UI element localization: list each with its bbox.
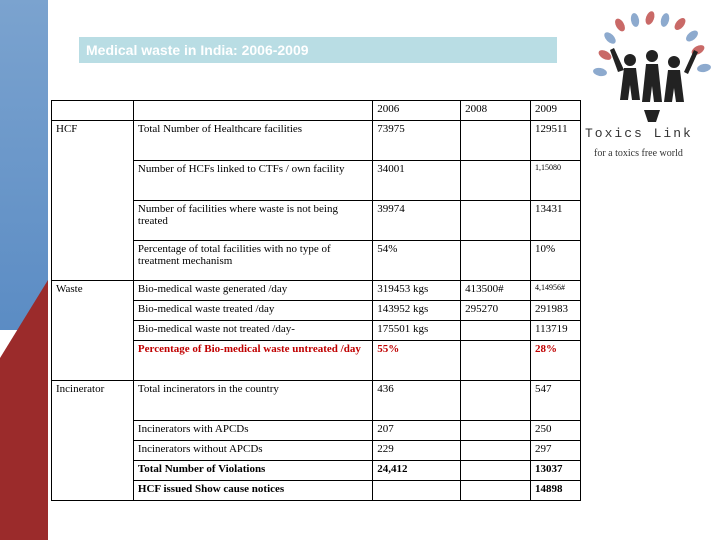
- table-row: [52, 201, 581, 241]
- row-2008: 295270: [461, 301, 531, 321]
- row-category: [52, 301, 134, 321]
- row-category: [52, 161, 134, 201]
- table-row: [52, 421, 581, 441]
- header-year-2009: 2009: [531, 101, 581, 121]
- row-2006: 34001: [373, 161, 461, 201]
- row-2009: 10%: [531, 241, 581, 281]
- table-header-row: [52, 101, 581, 121]
- row-2006: [373, 481, 461, 501]
- row-2006: 175501 kgs: [373, 321, 461, 341]
- row-label: Total Number of Violations: [133, 461, 372, 481]
- row-2006: 24,412: [373, 461, 461, 481]
- row-label: Bio-medical waste not treated /day-: [133, 321, 372, 341]
- row-2009: 13037: [531, 461, 581, 481]
- row-2006: 229: [373, 441, 461, 461]
- row-label: Bio-medical waste generated /day: [133, 281, 372, 301]
- row-label: Percentage of Bio-medical waste untreated /day: [133, 341, 372, 381]
- row-2009: 291983: [531, 301, 581, 321]
- row-2006: 207: [373, 421, 461, 441]
- row-2008: 413500#: [461, 281, 531, 301]
- table-row: [52, 341, 581, 381]
- row-label: Total Number of Healthcare facilities: [133, 121, 372, 161]
- header-blank-a: [52, 101, 134, 121]
- row-category: Waste: [52, 281, 134, 301]
- row-2008: [461, 381, 531, 421]
- row-category: [52, 421, 134, 441]
- table-row: [52, 321, 581, 341]
- row-2006: 73975: [373, 121, 461, 161]
- table-row: [52, 241, 581, 281]
- row-2006: 54%: [373, 241, 461, 281]
- row-2008: [461, 321, 531, 341]
- left-blue-band: [0, 0, 48, 330]
- table-row: [52, 381, 581, 421]
- row-2008: [461, 421, 531, 441]
- row-2009: 129511: [531, 121, 581, 161]
- row-category: HCF: [52, 121, 134, 161]
- row-2009: 14898: [531, 481, 581, 501]
- row-label: Total incinerators in the country: [133, 381, 372, 421]
- slide-title: Medical waste in India: 2006-2009: [79, 37, 557, 63]
- row-2008: [461, 161, 531, 201]
- table-row: [52, 461, 581, 481]
- table-row: [52, 301, 581, 321]
- row-2008: [461, 201, 531, 241]
- header-blank-b: [133, 101, 372, 121]
- row-category: [52, 481, 134, 501]
- row-2006: 436: [373, 381, 461, 421]
- header-year-2008: 2008: [461, 101, 531, 121]
- table-row: [52, 441, 581, 461]
- row-2008: [461, 461, 531, 481]
- row-2006: 39974: [373, 201, 461, 241]
- row-2009: 297: [531, 441, 581, 461]
- table-row: [52, 481, 581, 501]
- row-label: Number of facilities where waste is not being treated: [133, 201, 372, 241]
- row-2006: 143952 kgs: [373, 301, 461, 321]
- row-2008: [461, 441, 531, 461]
- row-2009: 13431: [531, 201, 581, 241]
- row-2009: 28%: [531, 341, 581, 381]
- logo-name: Toxics Link: [585, 126, 693, 141]
- row-category: [52, 461, 134, 481]
- table-row: [52, 121, 581, 161]
- header-year-2006: 2006: [373, 101, 461, 121]
- row-category: [52, 201, 134, 241]
- row-category: [52, 241, 134, 281]
- row-2006: 319453 kgs: [373, 281, 461, 301]
- table-row: [52, 161, 581, 201]
- row-2009: 4,14956#: [531, 281, 581, 301]
- row-2009: 113719: [531, 321, 581, 341]
- row-label: Incinerators without APCDs: [133, 441, 372, 461]
- row-label: Percentage of total facilities with no type of treatment mechanism: [133, 241, 372, 281]
- medical-waste-table: [51, 100, 581, 501]
- row-2008: [461, 481, 531, 501]
- row-2008: [461, 341, 531, 381]
- row-2009: 250: [531, 421, 581, 441]
- row-label: HCF issued Show cause notices: [133, 481, 372, 501]
- row-label: Incinerators with APCDs: [133, 421, 372, 441]
- row-2008: [461, 121, 531, 161]
- logo-tagline: for a toxics free world: [594, 148, 683, 159]
- row-category: [52, 341, 134, 381]
- row-label: Number of HCFs linked to CTFs / own facility: [133, 161, 372, 201]
- row-category: [52, 441, 134, 461]
- table-row: [52, 281, 581, 301]
- row-2009: 1,15080: [531, 161, 581, 201]
- row-category: Incinerator: [52, 381, 134, 421]
- row-2008: [461, 241, 531, 281]
- row-label: Bio-medical waste treated /day: [133, 301, 372, 321]
- toxics-link-logo-icon: [580, 10, 720, 170]
- row-2009: 547: [531, 381, 581, 421]
- row-2006: 55%: [373, 341, 461, 381]
- row-category: [52, 321, 134, 341]
